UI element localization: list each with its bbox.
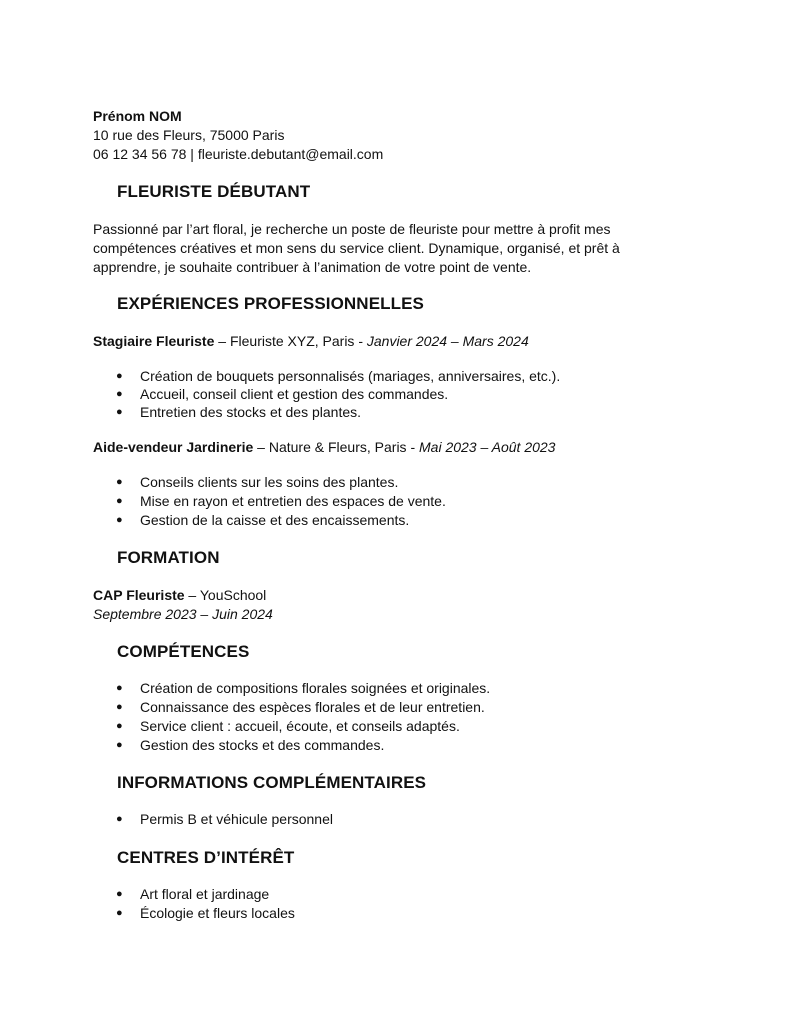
skills-heading: COMPÉTENCES bbox=[117, 642, 250, 661]
job-company: – Fleuriste XYZ, Paris - bbox=[214, 333, 367, 349]
interests-heading: CENTRES D’INTÉRÊT bbox=[117, 848, 295, 867]
list-item: Conseils clients sur les soins des plantes. bbox=[140, 474, 399, 490]
bullet-icon: ● bbox=[116, 370, 123, 382]
list-item: Accueil, conseil client et gestion des commandes. bbox=[140, 386, 449, 402]
formation-degree: CAP Fleuriste bbox=[93, 587, 185, 603]
list-item: Création de bouquets personnalisés (mariages, anniversaires, etc.). bbox=[140, 368, 561, 384]
list-item: Service client : accueil, écoute, et conseils adaptés. bbox=[140, 718, 460, 734]
job-dates: Janvier 2024 – Mars 2024 bbox=[366, 333, 529, 349]
additional-heading: INFORMATIONS COMPLÉMENTAIRES bbox=[117, 773, 427, 792]
bullet-icon: ● bbox=[116, 388, 123, 400]
summary-line: Passionné par l’art floral, je recherche un poste de fleuriste pour mettre à profit mes bbox=[93, 221, 611, 237]
candidate-contact: 06 12 34 56 78 | fleuriste.debutant@email.com bbox=[93, 146, 384, 162]
bullet-icon: ● bbox=[116, 476, 123, 488]
formation-heading: FORMATION bbox=[117, 548, 220, 567]
formation-school: – YouSchool bbox=[184, 587, 267, 603]
job-entry-header bbox=[93, 332, 529, 351]
list-item: Permis B et véhicule personnel bbox=[140, 811, 333, 827]
list-item: Mise en rayon et entretien des espaces de vente. bbox=[140, 493, 446, 509]
bullet-icon: ● bbox=[116, 701, 123, 713]
list-item: Écologie et fleurs locales bbox=[140, 905, 295, 921]
job-dates: Mai 2023 – Août 2023 bbox=[419, 439, 556, 455]
bullet-icon: ● bbox=[116, 406, 123, 418]
list-item: Connaissance des espèces florales et de leur entretien. bbox=[140, 699, 485, 715]
candidate-name: Prénom NOM bbox=[93, 108, 182, 124]
summary-line: apprendre, je souhaite contribuer à l’animation de votre point de vente. bbox=[93, 259, 532, 275]
candidate-address: 10 rue des Fleurs, 75000 Paris bbox=[93, 127, 285, 143]
job-role: Aide-vendeur Jardinerie bbox=[93, 439, 254, 455]
list-item: Entretien des stocks et des plantes. bbox=[140, 404, 362, 420]
bullet-icon: ● bbox=[116, 720, 123, 732]
list-item: Création de compositions florales soignées et originales. bbox=[140, 680, 491, 696]
list-item: Gestion des stocks et des commandes. bbox=[140, 737, 385, 753]
bullet-icon: ● bbox=[116, 907, 123, 919]
bullet-icon: ● bbox=[116, 682, 123, 694]
bullet-icon: ● bbox=[116, 514, 123, 526]
experience-heading: EXPÉRIENCES PROFESSIONNELLES bbox=[117, 294, 424, 313]
summary-line: compétences créatives et mon sens du service client. Dynamique, organisé, et prêt à bbox=[93, 240, 620, 256]
bullet-icon: ● bbox=[116, 495, 123, 507]
bullet-icon: ● bbox=[116, 813, 123, 825]
list-item: Art floral et jardinage bbox=[140, 886, 270, 902]
job-company: – Nature & Fleurs, Paris - bbox=[253, 439, 419, 455]
bullet-icon: ● bbox=[116, 739, 123, 751]
formation-entry bbox=[93, 586, 266, 605]
list-item: Gestion de la caisse et des encaissements. bbox=[140, 512, 410, 528]
job-role: Stagiaire Fleuriste bbox=[93, 333, 215, 349]
bullet-icon: ● bbox=[116, 888, 123, 900]
formation-dates: Septembre 2023 – Juin 2024 bbox=[93, 606, 273, 622]
job-entry-header bbox=[93, 438, 555, 457]
job-title-heading: FLEURISTE DÉBUTANT bbox=[117, 182, 311, 201]
